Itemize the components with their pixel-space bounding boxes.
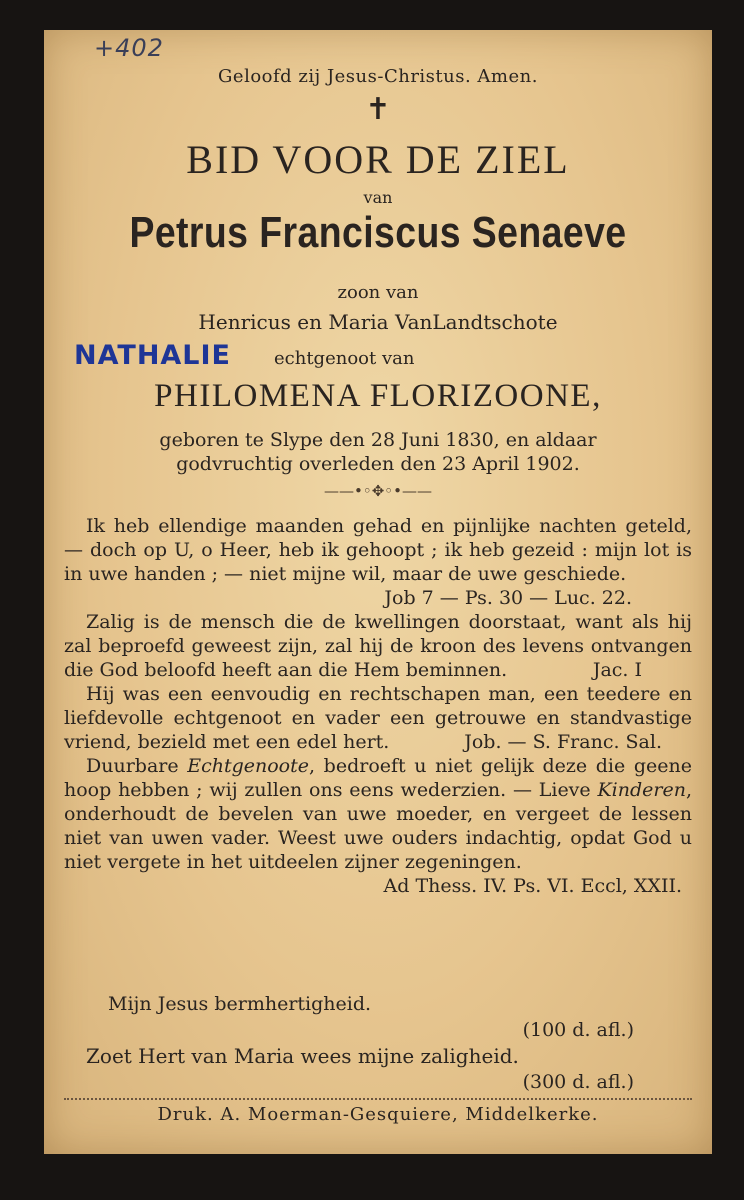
birth-death-info	[44, 428, 712, 476]
indulgence-2: (300 d. afl.)	[522, 1071, 634, 1093]
footer-divider	[64, 1098, 692, 1101]
spouse-name: PHILOMENA FLORIZOONE,	[154, 378, 602, 414]
handwritten-name: NATHALIE	[74, 340, 232, 371]
page-title: BID VOOR DE ZIEL	[186, 137, 570, 182]
paragraph-4-emphasis: Kinderen	[597, 779, 686, 801]
deceased-name: Petrus Franciscus Senaeve	[129, 208, 627, 257]
opening-prayer: Geloofd zij Jesus-Christus. Amen.	[218, 66, 538, 87]
born-line: geboren te Slype den 28 Juni 1830, en aldaar	[159, 429, 597, 451]
spouse-label: echtgenoot van	[274, 348, 415, 369]
cross-icon: ✝	[365, 92, 391, 127]
paragraph-1: Ik heb ellendige maanden gehad en pijnlijke nachten geteld, — doch op U, o Heer, heb ik gehoopt ; ik heb gezeid : mijn lot is in uwe handen ; — niet mijne wil, maar de uwe geschiede.	[64, 515, 692, 585]
reference-1: Job 7 — Ps. 30 — Luc. 22.	[384, 587, 632, 609]
ornament-divider: ——•◦✥◦•——	[324, 482, 432, 500]
memorial-text	[64, 514, 692, 898]
paragraph-4-part: Duurbare	[86, 755, 188, 777]
son-of-label: zoon van	[337, 282, 419, 303]
paragraph-4-part: , onderhoudt de bevelen van uwe moeder, en vergeet de lessen niet van uwen vader. Weest uwe ouders indachtig, opdat God u niet vergete in het uitdeelen zijner zegeningen.	[64, 779, 692, 873]
paragraph-4-part: , bedroeft u niet gelijk deze die geene hoop hebben ; wij zullen ons eens wederzien. — Lieve	[64, 755, 692, 801]
reference-2: Jac. I	[592, 659, 642, 681]
paragraph-4	[64, 754, 692, 874]
paragraph-3: Hij was een eenvoudig en rechtschapen man, een teedere en liefdevolle echtgenoot en vader een getrouwe en standvastige vriend, bezield met een edel hert.	[64, 683, 692, 753]
paragraph-2: Zalig is de mensch die de kwellingen doorstaat, want als hij zal beproefd geweest zijn, zal hij de kroon des levens ontvangen die God beloofd heeft aan die Hem beminnen.	[64, 611, 692, 681]
paragraph-4-emphasis: Echtgenoote	[187, 755, 310, 777]
handwritten-number: +402	[94, 34, 164, 62]
memorial-card	[44, 30, 712, 1154]
indulgence-1: (100 d. afl.)	[522, 1019, 634, 1041]
ejaculation-2: Zoet Hert van Maria wees mijne zaligheid.	[86, 1044, 519, 1068]
ejaculation-1: Mijn Jesus bermhertigheid.	[108, 993, 372, 1015]
spouse-line	[74, 340, 694, 372]
reference-3: Job. — S. Franc. Sal.	[464, 731, 662, 753]
parents-names: Henricus en Maria VanLandtschote	[198, 310, 558, 334]
died-line: godvruchtig overleden den 23 April 1902.	[176, 453, 580, 475]
reference-4: Ad Thess. IV. Ps. VI. Eccl, XXII.	[383, 875, 682, 897]
van-label: van	[363, 188, 393, 207]
printer-credit: Druk. A. Moerman-Gesquiere, Middelkerke.	[157, 1104, 599, 1125]
